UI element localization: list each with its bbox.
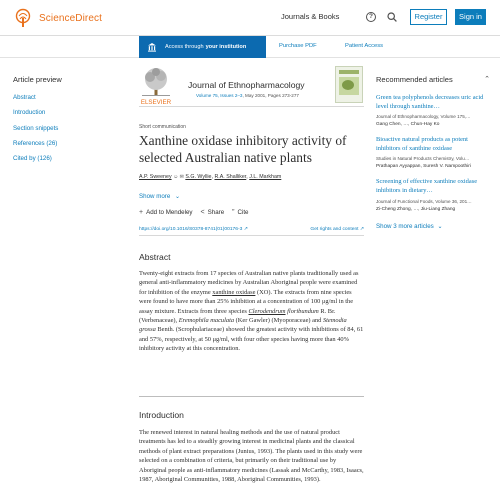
xanthine-oxidase-link[interactable]: xanthine oxidase xyxy=(212,288,256,296)
recommended-item-source: Studies in Natural Products Chemistry, Volu… xyxy=(376,156,470,162)
recommended-articles xyxy=(376,75,490,230)
sciencedirect-logo[interactable] xyxy=(13,8,102,28)
share-button[interactable] xyxy=(201,209,225,216)
recommended-item-authors: Zi-Cheng Zhong, …, Jiu-Liang Zhang xyxy=(376,206,456,212)
article-type: Short communication xyxy=(139,124,186,130)
cover-art xyxy=(342,80,354,90)
share-icon: < xyxy=(200,209,205,216)
outline-item-abstract[interactable]: Abstract xyxy=(13,94,36,101)
outline-item-cited-by[interactable]: Cited by (126) xyxy=(13,155,52,163)
sign-in-button[interactable]: Sign in xyxy=(455,9,486,25)
section-divider xyxy=(139,396,364,397)
share-label: Share xyxy=(207,209,225,216)
article-actions xyxy=(139,209,249,216)
recommended-item-authors: Gang Chen, …, Chun-Hay Ko xyxy=(376,122,440,128)
show-more-articles-button[interactable] xyxy=(376,223,490,230)
outline-item-introduction[interactable]: Introduction xyxy=(13,109,46,117)
author-separator: , xyxy=(246,174,250,180)
volume-pages: , May 2001, Pages 273-277 xyxy=(242,93,299,98)
access-through-institution-button[interactable] xyxy=(139,36,266,58)
species-name: Stemodia grossa xyxy=(139,317,347,334)
recommended-item xyxy=(376,136,490,169)
journals-books-link[interactable]: Journals & Books xyxy=(281,12,340,21)
species-name: Eremophila maculata xyxy=(178,317,235,325)
outline-title: Article preview xyxy=(13,75,62,84)
journal-volume xyxy=(196,93,299,98)
article-title: Xanthine oxidase inhibitory activity of selected Australian native plants xyxy=(139,133,347,166)
abstract-text-part: Benth. (Scrophulariaceae) showed the greatest activity with inhibitions of 84, 61 and 57%, respectively, at 50 μg/ml, with four other species having more than 40% inhibitory activity at this concentration. xyxy=(139,326,364,353)
cover-band xyxy=(339,70,359,74)
brand-name: ScienceDirect xyxy=(39,12,102,24)
doi-link[interactable] xyxy=(139,226,248,232)
abstract-text-part: R. Br. (Verbenaceae), xyxy=(139,307,336,325)
chevron-down-icon: ⌄ xyxy=(175,193,181,200)
external-link-icon: ↗ xyxy=(359,227,364,232)
journal-name-link[interactable]: Journal of Ethnopharmacology xyxy=(188,80,305,90)
recommended-item xyxy=(376,94,490,127)
elsevier-logo-icon[interactable] xyxy=(139,66,173,106)
abstract-text-part: Twenty-eight extracts from 17 species of Australian native plants traditionally used as general anti-inflammatory medicines by Australian Aboriginal people were examined for inhibition of the enzyme xyxy=(139,270,359,296)
person-icon[interactable]: ☺ xyxy=(173,174,179,180)
cite-label: Cite xyxy=(237,209,249,216)
author-link[interactable]: R.A. Shalliker xyxy=(214,174,247,180)
outline-item-section-snippets[interactable]: Section snippets xyxy=(13,124,59,132)
show-more-label: Show more xyxy=(139,193,171,200)
external-link-icon: ↗ xyxy=(243,227,248,232)
add-to-mendeley-button[interactable] xyxy=(139,209,193,216)
author-separator: , xyxy=(211,174,215,180)
introduction-heading: Introduction xyxy=(139,410,184,420)
institution-icon xyxy=(147,42,157,52)
show-more-button[interactable] xyxy=(139,193,180,200)
access-strong: your institution xyxy=(205,44,247,50)
author-link[interactable]: A.P. Sweeney xyxy=(139,174,172,180)
article-main xyxy=(139,66,364,484)
cite-button[interactable] xyxy=(232,209,248,216)
rights-link[interactable] xyxy=(310,226,364,232)
author-list xyxy=(139,174,281,180)
abstract-text-part: (XO). The extracts from nine species were found to have more than 25% inhibition at a concentration of 100 μg/ml in the assay mixture. Extracts from three species xyxy=(139,288,354,315)
purchase-pdf-link[interactable]: Purchase PDF xyxy=(279,43,317,49)
abstract-heading: Abstract xyxy=(139,252,171,262)
outline-item-references[interactable]: References (26) xyxy=(13,139,58,147)
chevron-down-icon: ⌄ xyxy=(437,222,443,230)
access-prefix: Access through xyxy=(165,44,204,50)
recommended-item-source: Journal of Ethnopharmacology, Volume 175,… xyxy=(376,114,471,120)
top-header xyxy=(0,0,500,36)
recommended-title: Recommended articles xyxy=(376,75,453,84)
author-link[interactable]: J.L. Markham xyxy=(249,174,282,180)
recommended-item-source: Journal of Functional Foods, Volume 36, 201… xyxy=(376,198,472,204)
abstract-text-part: (Ker Gawler) (Myoporaceae) and xyxy=(234,317,323,325)
volume-link[interactable]: Volume 75, Issues 2–3 xyxy=(196,93,243,98)
access-bar xyxy=(0,36,500,58)
recommended-item xyxy=(376,178,490,211)
introduction-text: The renewed interest in natural healing methods and the use of natural product treatments has led to a steadily growing interest in medicinal plants and the classical methods of plant extract preparations (Junius, 1993). The plants used in this study were selected on a combination of criteria, but primarily on their traditional use by Aboriginal people as anti-inflammatory medicines (Lassak and McCarthy, 1983, Isaacs, 1987, Aboriginal Communities, 1988, Aboriginal Communities, 1993). xyxy=(139,429,364,484)
add-to-mendeley-label: Add to Mendeley xyxy=(146,209,193,216)
recommended-item-authors: Prathapan Ayyappan, Suresh V. Nampoothiri xyxy=(376,164,471,170)
chevron-up-icon[interactable]: ⌃ xyxy=(484,76,490,83)
elsevier-tree-icon xyxy=(13,8,33,28)
doi-text: https://doi.org/10.1016/S0378-8741(01)00176-3 xyxy=(139,227,243,232)
recommended-item-title[interactable]: Green tea polyphenols decreases uric acid level through xanthine… xyxy=(376,94,484,110)
author-link[interactable]: S.G. Wyllie xyxy=(185,174,212,180)
plus-icon: + xyxy=(139,209,144,216)
patient-access-link[interactable]: Patient Access xyxy=(345,43,384,49)
abstract-text xyxy=(139,269,364,354)
species-link[interactable]: Clerodendrum xyxy=(248,307,286,315)
doi-row xyxy=(139,224,364,236)
journal-cover-image[interactable] xyxy=(335,66,363,103)
register-button[interactable]: Register xyxy=(410,9,447,25)
svg-text:ELSEVIER: ELSEVIER xyxy=(140,99,172,106)
show-more-articles-label: Show 3 more articles xyxy=(376,222,434,230)
mail-icon[interactable]: ✉ xyxy=(179,174,184,180)
recommended-item-title[interactable]: Bioactive natural products as potent inhibitors of xanthine oxidase xyxy=(376,136,468,152)
search-icon[interactable] xyxy=(387,12,397,22)
recommended-item-title[interactable]: Screening of effective xanthine oxidase inhibitors in dietary… xyxy=(376,178,478,194)
rights-text: Get rights and content xyxy=(310,227,359,232)
article-outline xyxy=(13,75,123,170)
journal-header xyxy=(139,66,364,107)
help-icon[interactable]: ? xyxy=(366,12,376,22)
quote-icon: ” xyxy=(232,209,235,216)
species-name: floribundum xyxy=(285,307,319,315)
